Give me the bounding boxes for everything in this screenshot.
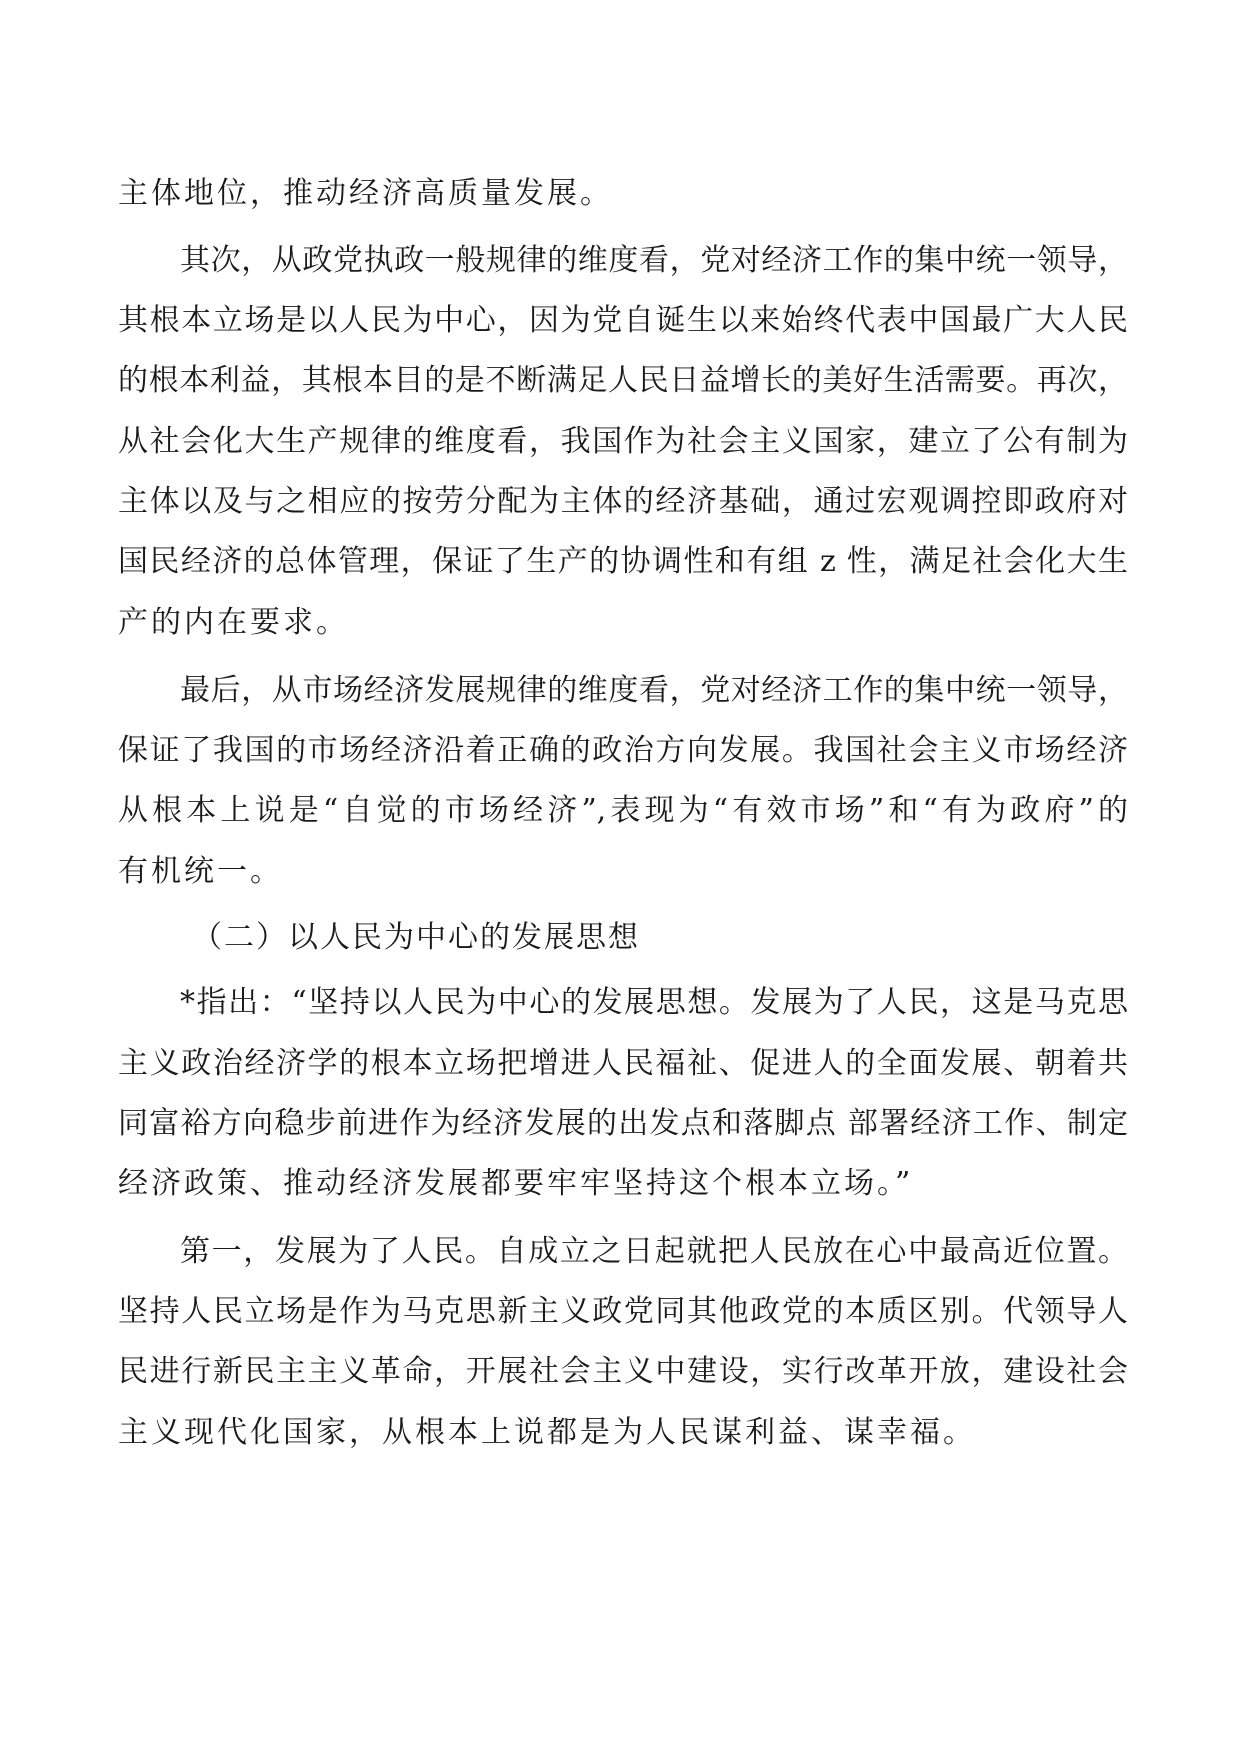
- section-heading: （二）以人民为中心的发展思想: [192, 920, 640, 955]
- text-line: 第一，发展为了人民。自成立之日起就把人民放在心中最高近位置。: [180, 1234, 1128, 1269]
- text-line: 从社会化大生产规律的维度看，我国作为社会主义国家，建立了公有制为: [118, 424, 1128, 459]
- text-line: 主体以及与之相应的按劳分配为主体的经济基础，通过宏观调控即政府对: [118, 484, 1128, 519]
- text-line: 国民经济的总体管理，保证了生产的协调性和有组 z 性，满足社会化大生: [118, 544, 1128, 579]
- text-line: 从根本上说是“自觉的市场经济”,表现为“有效市场”和“有为政府”的: [118, 793, 1128, 828]
- text-line: *指出：“坚持以人民为中心的发展思想。发展为了人民，这是马克思: [180, 985, 1128, 1020]
- text-line: 经济政策、推动经济发展都要牢牢坚持这个根本立场。”: [118, 1166, 914, 1201]
- text-line: 的根本利益，其根本目的是不断满足人民日益增长的美好生活需要。再次，: [118, 363, 1128, 398]
- text-line: 民进行新民主主义革命，开展社会主义中建设，实行改革开放，建设社会: [118, 1354, 1128, 1389]
- text-line: 有机统一。: [118, 854, 283, 889]
- text-line: 主义政治经济学的根本立场把增进人民福祉、促进人的全面发展、朝着共: [118, 1046, 1128, 1081]
- text-line: 其次，从政党执政一般规律的维度看，党对经济工作的集中统一领导，: [180, 243, 1128, 278]
- text-line: 最后，从市场经济发展规律的维度看，党对经济工作的集中统一领导，: [180, 673, 1128, 708]
- text-line: 产的内在要求。: [118, 605, 349, 640]
- text-line: 坚持人民立场是作为马克思新主义政党同其他政党的本质区别。代领导人: [118, 1294, 1128, 1329]
- text-line: 其根本立场是以人民为中心，因为党自诞生以来始终代表中国最广大人民: [118, 303, 1128, 338]
- text-line: 同富裕方向稳步前进作为经济发展的出发点和落脚点 部署经济工作、制定: [118, 1106, 1128, 1141]
- text-line: 主义现代化国家，从根本上说都是为人民谋利益、谋幸福。: [118, 1415, 976, 1450]
- text-line: 主体地位，推动经济高质量发展。: [118, 176, 613, 211]
- text-line: 保证了我国的市场经济沿着正确的政治方向发展。我国社会主义市场经济: [118, 733, 1128, 768]
